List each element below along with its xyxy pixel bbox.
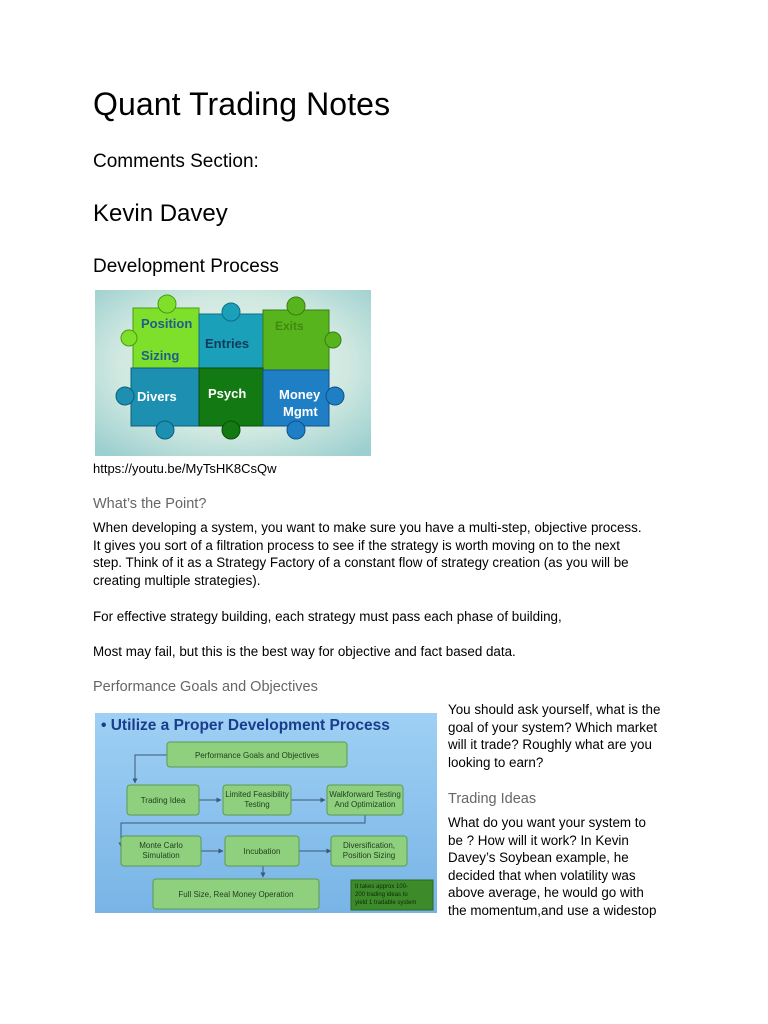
box-diversification-label: Diversification,	[342, 841, 396, 850]
author-heading: Kevin Davey	[93, 200, 228, 227]
performance-goals-paragraph	[448, 701, 680, 771]
flowchart-note-line: 200 trading ideas to	[355, 892, 408, 898]
trading-ideas-paragraph	[448, 814, 680, 920]
development-process-image	[95, 713, 437, 913]
box-incubation-label: Incubation	[243, 847, 281, 856]
box-feasibility-label: Testing	[244, 800, 270, 809]
box-diversification-label: Position Sizing	[342, 851, 396, 860]
trading-ideas-heading: Trading Ideas	[448, 791, 537, 807]
video-link[interactable]: https://youtu.be/MyTsHK8CsQw	[93, 461, 277, 476]
paragraph-line: the momentum,and use a widestop	[448, 902, 657, 918]
paragraph-line: creating multiple strategies).	[93, 572, 261, 588]
box-goals-label: Performance Goals and Objectives	[194, 751, 320, 760]
topic-heading: Development Process	[93, 256, 279, 277]
box-monte-carlo-label: Simulation	[142, 851, 180, 860]
whats-the-point-paragraph	[93, 519, 683, 589]
whats-the-point-heading: What’s the Point?	[93, 496, 207, 512]
performance-goals-heading: Performance Goals and Objectives	[93, 679, 318, 695]
flowchart-note-line: It takes approx 100-	[355, 884, 409, 890]
box-walkforward-label: Walkforward Testing	[329, 790, 401, 799]
paragraph-line: decided that when volatility was	[448, 867, 636, 883]
box-walkforward-label: And Optimization	[334, 800, 396, 809]
paragraph-line: It gives you sort of a filtration process to see if the strategy is worth moving on to the next	[93, 537, 620, 553]
paragraph-line: You should ask yourself, what is the	[448, 702, 661, 717]
paragraph-line: looking to earn?	[448, 754, 544, 770]
paragraph-line: will it trade? Roughly what are you	[448, 737, 652, 753]
box-trading-idea-label: Trading Idea	[140, 796, 186, 805]
puzzle-label-sizing: Sizing	[141, 348, 180, 363]
puzzle-label-divers: Divers	[137, 389, 177, 404]
puzzle-label-psych: Psych	[208, 386, 247, 401]
paragraph-line: above average, he would go with	[448, 885, 644, 901]
paragraph-line: Davey’s Soybean example, he	[448, 850, 629, 866]
flowchart-note-line: yield 1 tradable system	[355, 900, 417, 906]
paragraph-line: step. Think of it as a Strategy Factory of a constant flow of strategy creation (as you will be	[93, 555, 629, 571]
strategy-building-paragraph: For effective strategy building, each strategy must pass each phase of building,	[93, 609, 562, 624]
paragraph-line: When developing a system, you want to make sure you have a multi-step, objective process.	[93, 520, 642, 535]
section-heading: Comments Section:	[93, 151, 259, 172]
puzzle-label-exits: Exits	[275, 319, 304, 333]
paragraph-line: be ? How will it work? In Kevin	[448, 832, 629, 848]
puzzle-label-mgmt: Mgmt	[283, 404, 318, 419]
puzzle-label-money: Money	[279, 387, 321, 402]
puzzle-label-position: Position	[141, 316, 193, 331]
box-feasibility-label: Limited Feasibility	[225, 790, 289, 799]
paragraph-line: What do you want your system to	[448, 815, 646, 830]
puzzle-image	[95, 290, 371, 456]
document-title: Quant Trading Notes	[93, 86, 391, 122]
paragraph-line: goal of your system? Which market	[448, 719, 658, 735]
box-monte-carlo-label: Monte Carlo	[139, 841, 183, 850]
puzzle-label-entries: Entries	[205, 336, 250, 351]
objective-data-paragraph: Most may fail, but this is the best way for objective and fact based data.	[93, 644, 516, 659]
flowchart-title: • Utilize a Proper Development Process	[101, 717, 390, 734]
box-full-size-label: Full Size, Real Money Operation	[178, 890, 294, 899]
